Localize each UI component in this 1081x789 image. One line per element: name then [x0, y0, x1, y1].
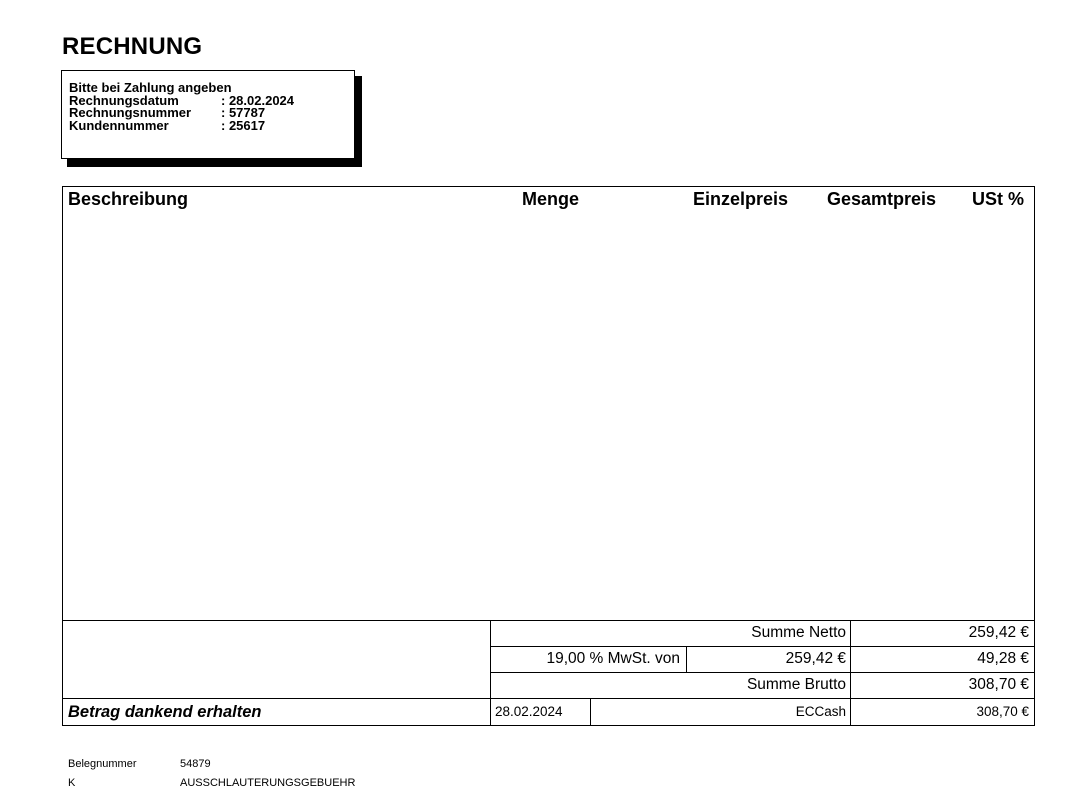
header-total-price: Gesamtpreis [827, 189, 937, 209]
vat-base: 259,42 € [785, 650, 846, 667]
receipt-label: Belegnummer [68, 758, 137, 770]
net-label: Summe Netto [751, 624, 846, 641]
info-row-customer-number [69, 117, 354, 133]
payment-value: 308,70 € [976, 704, 1029, 719]
totals-col-left [490, 620, 491, 726]
header-description: Beschreibung [68, 189, 189, 209]
footer-receipt [68, 758, 211, 770]
info-label-date: Rechnungsdatum [69, 92, 179, 108]
invoice-table [62, 186, 1035, 726]
header-quantity: Menge [522, 189, 580, 209]
payment-info-box [61, 70, 355, 159]
totals-col-right [850, 620, 851, 726]
header-vat: USt % [972, 189, 1025, 209]
info-value-invoice-number: : 57787 [221, 105, 266, 120]
footer-second-line [68, 777, 355, 789]
payment-date: 28.02.2024 [495, 704, 563, 719]
vat-label: 19,00 % MwSt. von [546, 650, 680, 667]
gross-value: 308,70 € [968, 676, 1029, 693]
info-heading-text: Bitte bei Zahlung angeben [69, 80, 232, 95]
vat-col-divider [686, 646, 687, 672]
info-label-customer-number: Kundennummer [69, 117, 169, 133]
second-value: AUSSCHLAUTERUNGSGEBUEHR [180, 777, 356, 789]
info-label-invoice-number: Rechnungsnummer [69, 105, 192, 120]
gross-label: Summe Brutto [746, 676, 846, 693]
vat-value: 49,28 € [977, 650, 1029, 667]
payment-received-note: Betrag dankend erhalten [68, 703, 262, 721]
receipt-value: 54879 [180, 758, 211, 770]
totals-top-rule [62, 620, 1035, 621]
totals-rule-2 [490, 672, 1035, 673]
payment-method: ECCash [795, 704, 846, 719]
net-value: 259,42 € [968, 624, 1029, 641]
header-unit-price: Einzelpreis [693, 189, 789, 209]
totals-rule-1 [490, 646, 1035, 647]
info-value-date: : 28.02.2024 [221, 92, 295, 108]
totals-rule-3 [62, 698, 1035, 699]
info-value-customer-number: : 25617 [221, 117, 266, 133]
second-label: K [68, 777, 76, 789]
payment-col-divider [590, 698, 591, 726]
document-title: RECHNUNG [62, 33, 203, 60]
